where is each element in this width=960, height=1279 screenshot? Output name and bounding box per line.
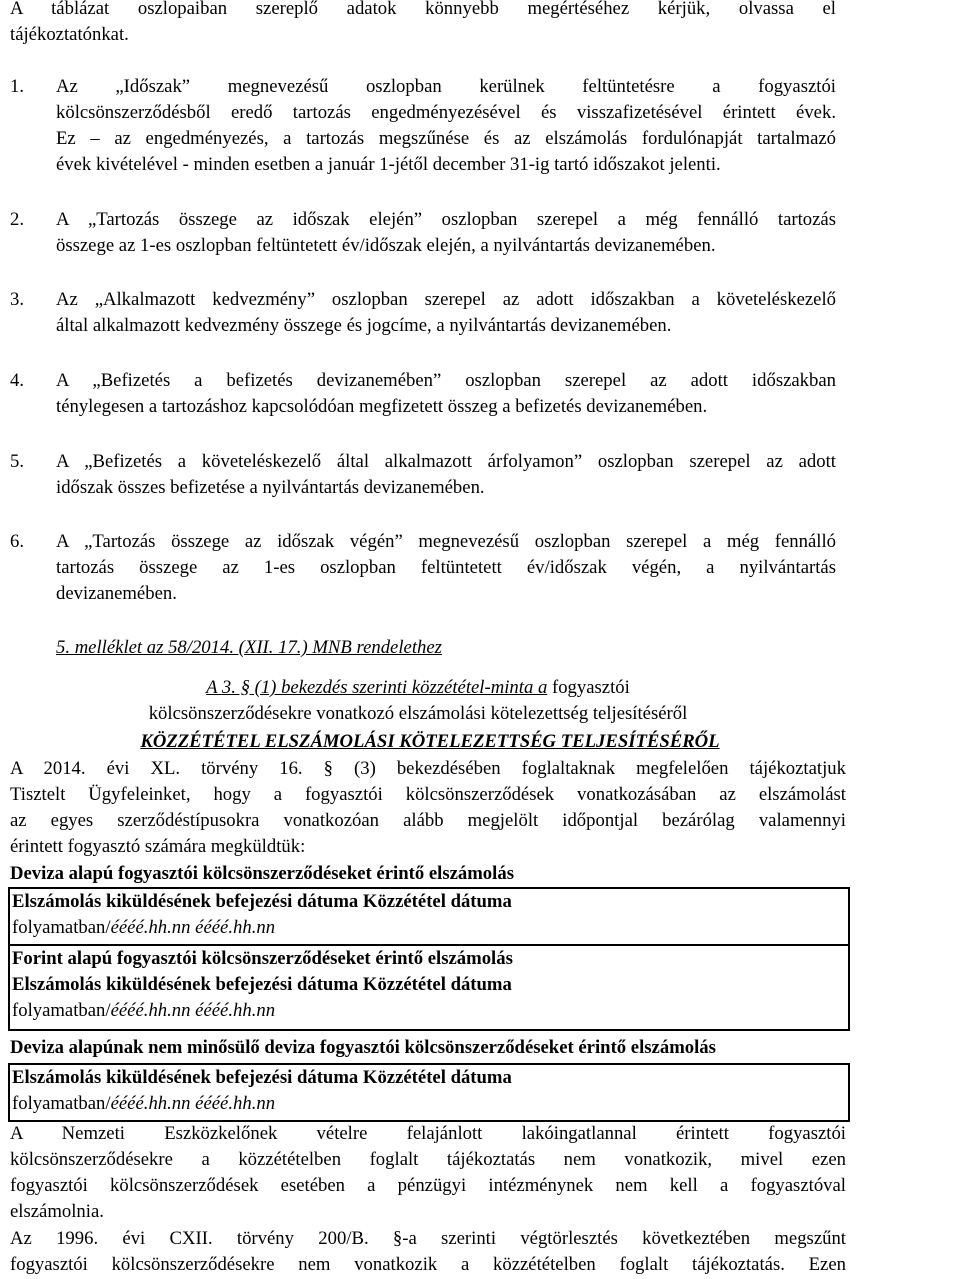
item-line: 2. A „Tartozás összege az időszak elején” oszlopban szerepel a még fennálló tartozás [10, 207, 836, 233]
explanation-item-5 [10, 449, 836, 501]
item-line: tartozás összege az 1-es oszlopban feltüntetett év/időszak végén, a nyilvántartás [56, 557, 836, 578]
date-value: éééé.hh.nn [195, 1000, 276, 1021]
explanation-item-1 [10, 74, 836, 178]
annex-reference-italic: A 3. § (1) bekezdés szerinti közzététel-minta a [206, 677, 548, 698]
final-line: fogyasztói kölcsönszerződésekre nem vonatkozik a közzétételben foglalt tájékoztatás. Ezen [10, 1254, 846, 1275]
item-line: 4. A „Befizetés a befizetés devizanemében” oszlopban szerepel az adott időszakban [10, 368, 836, 394]
item-line: időszak összes befizetése a nyilvántartás devizanemében. [56, 477, 485, 498]
annex-reference-line [0, 675, 836, 701]
item-number: 4. [10, 370, 25, 391]
status-value: folyamatban/ [12, 1093, 111, 1114]
body-line: Tisztelt Ügyfeleinket, hogy a fogyasztói kölcsönszerződések vonatkozásában az elszámolást [10, 784, 846, 805]
status-value: folyamatban/ [12, 917, 111, 938]
annex-reference-plain: fogyasztói [547, 677, 630, 698]
date-value: éééé.hh.nn [110, 1000, 191, 1021]
item-number: 6. [10, 531, 25, 552]
annex-reference-line: kölcsönszerződésekre vonatkozó elszámolási kötelezettség teljesítéséről [148, 703, 688, 724]
item-line: Ez – az engedményezés, a tartozás megszűnése és az elszámolás fordulónapját tartalmazó [56, 128, 836, 149]
closing-paragraph [10, 1121, 846, 1225]
section-box [8, 944, 850, 1031]
intro-paragraph [10, 0, 836, 48]
explanation-item-4 [10, 368, 836, 420]
body-paragraph [10, 756, 846, 860]
section-table-row [10, 1091, 848, 1117]
section-table-header: Elszámolás kiküldésének befejezési dátuma Közzététel dátuma [12, 1067, 512, 1088]
item-number: 3. [10, 289, 25, 310]
section-table-header: Elszámolás kiküldésének befejezési dátuma Közzététel dátuma [12, 891, 512, 912]
item-number: 1. [10, 76, 25, 97]
item-line: kölcsönszerződésből eredő tartozás engedményezésével és visszafizetésével érintett évek. [56, 102, 836, 123]
item-line: 3. Az „Alkalmazott kedvezmény” oszlopban szerepel az adott időszakban a követeléskezelő [10, 287, 836, 313]
explanation-item-3 [10, 287, 836, 339]
section-title: Deviza alapúnak nem minősülő deviza fogyasztói kölcsönszerződéseket érintő elszámolás [10, 1037, 716, 1058]
date-value: éééé.hh.nn [195, 1093, 276, 1114]
item-line: évek kivételével - minden esetben a január 1-jétől december 31-ig tartó időszakot jelenti. [56, 154, 721, 175]
closing-line: kölcsönszerződésekre a közzétételben foglalt tájékoztatás nem vonatkozik, mivel ezen [10, 1149, 846, 1170]
item-line: 5. A „Befizetés a követeléskezelő által alkalmazott árfolyamon” oszlopban szerepel az adott [10, 449, 836, 475]
closing-line: fogyasztói kölcsönszerződések esetében a pénzügyi intézménynek nem kell a fogyasztóval [10, 1175, 846, 1196]
final-line: Az 1996. évi CXII. törvény 200/B. §-a szerinti végtörlesztés következtében megszűnt [10, 1228, 846, 1249]
annex-title: 5. melléklet az 58/2014. (XII. 17.) MNB rendelethez [56, 637, 442, 658]
intro-line: tájékoztatónkat. [10, 24, 129, 45]
date-value: éééé.hh.nn [195, 917, 276, 938]
section-title: Deviza alapú fogyasztói kölcsönszerződéseket érintő elszámolás [10, 863, 514, 884]
item-line: devizanemében. [56, 583, 177, 604]
section-title: Forint alapú fogyasztói kölcsönszerződéseket érintő elszámolás [12, 948, 513, 969]
item-number: 5. [10, 451, 25, 472]
body-line: érintett fogyasztó számára megküldtük: [10, 836, 306, 857]
section-box [8, 1063, 850, 1122]
document-heading: KÖZZÉTÉTEL ELSZÁMOLÁSI KÖTELEZETTSÉG TELJESÍTÉSÉRŐL [140, 731, 720, 752]
item-line: 6. A „Tartozás összege az időszak végén” megnevezésű oszlopban szerepel a még fennálló [10, 529, 836, 555]
item-line: összege az 1-es oszlopban feltüntetett év/időszak elején, a nyilvántartás devizanemében. [56, 235, 716, 256]
section-box [8, 887, 850, 946]
section-table-row [10, 915, 848, 941]
date-value: éééé.hh.nn [110, 917, 191, 938]
closing-line: elszámolnia. [10, 1201, 104, 1222]
body-line: A 2014. évi XL. törvény 16. § (3) bekezdésében foglaltaknak megfelelően tájékoztatjuk [10, 758, 846, 779]
explanation-item-6 [10, 529, 836, 607]
date-value: éééé.hh.nn [110, 1093, 191, 1114]
intro-line: A táblázat oszlopaiban szereplő adatok könnyebb megértéséhez kérjük, olvassa el [10, 0, 836, 19]
explanation-item-2 [10, 207, 836, 259]
body-line: az egyes szerződéstípusokra vonatkozóan alább megjelölt időpontjal bezárólag valamennyi [10, 810, 846, 831]
item-line: által alkalmazott kedvezmény összege és jogcíme, a nyilvántartás devizanemében. [56, 315, 672, 336]
item-line: ténylegesen a tartozáshoz kapcsolódóan megfizetett összeg a befizetés devizanemében. [56, 396, 708, 417]
closing-line: A Nemzeti Eszközkelőnek vételre felajánlott lakóingatlannal érintett fogyasztói [10, 1123, 846, 1144]
annex-reference [0, 675, 836, 727]
item-line: 1. Az „Időszak” megnevezésű oszlopban kerülnek feltüntetésre a fogyasztói [10, 74, 836, 100]
status-value: folyamatban/ [12, 1000, 111, 1021]
section-table-row [10, 998, 848, 1024]
section-table-header: Elszámolás kiküldésének befejezési dátuma Közzététel dátuma [12, 974, 512, 995]
item-number: 2. [10, 209, 25, 230]
final-paragraph [10, 1226, 846, 1278]
